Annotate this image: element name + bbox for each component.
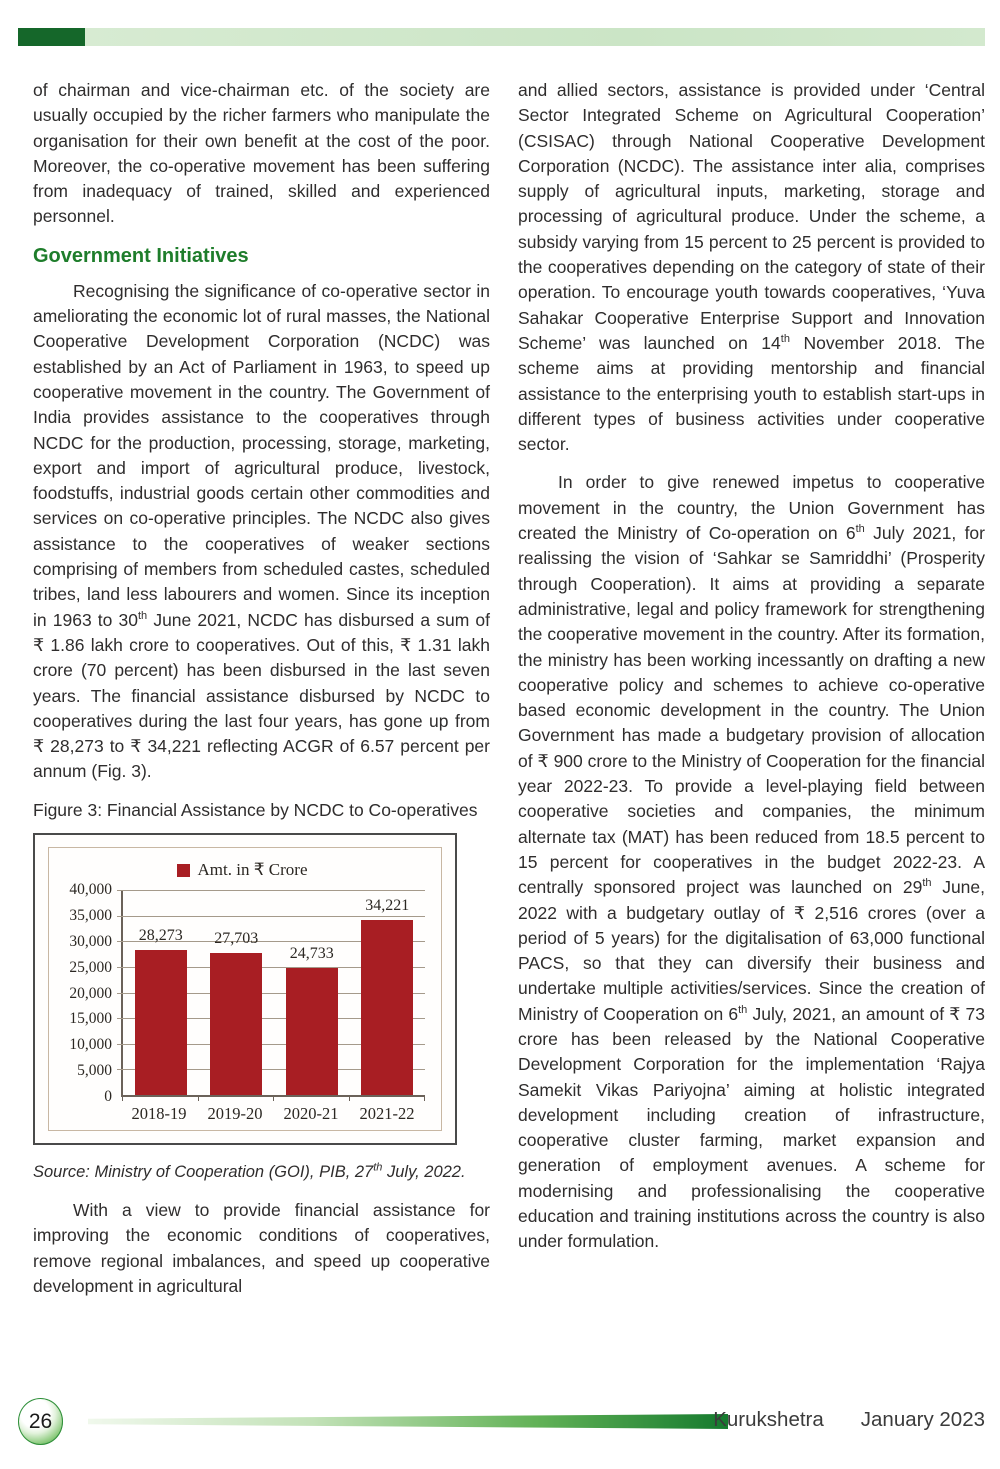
chart-bar-slot [199, 890, 275, 1095]
chart-x-axis-tick [198, 1095, 199, 1101]
left-column [33, 78, 490, 1312]
chart-x-axis-label: 2019-20 [207, 1104, 263, 1124]
chart-bar-value-label: 27,703 [214, 930, 259, 948]
section-heading-government-initiatives: Government Initiatives [33, 244, 249, 267]
paragraph-allied-sectors: and allied sectors, assistance is provided under ‘Central Sector Integrated Scheme on Agricultural Cooperation’ (CSISAC) through National Cooperative Development Corporation (NCDC). The assistance inter alia, comprises supply of agricultural inputs, marketing, storage and processing of agricultural produce. Under the scheme, a subsidy varying from 15 percent to 25 percent is provided to the cooperatives depending on the category of state of their operation. To encourage youth towards cooperatives, ‘Yuva Sahakar Cooperative Enterprise Support and Innovation Scheme’ was launched on 14th November 2018. The scheme aims at providing mentorship and financial assistance to the enterprising youth to establish start-ups in different types of business activities under cooperative sector. [518, 80, 985, 455]
y-axis-tick-label: 0 [104, 1088, 112, 1106]
paragraph-with-a-view: With a view to provide financial assistance for improving the economic conditions of cooperatives, remove regional imbalances, and speed up cooperative development in agricultural [33, 1200, 490, 1296]
chart-x-axis-label: 2020-21 [283, 1104, 339, 1124]
chart-legend [59, 860, 425, 880]
y-axis-tick-label: 15,000 [69, 1010, 112, 1028]
chart-bar [135, 950, 187, 1095]
figure-source-note: Source: Ministry of Cooperation (GOI), PIB, 27th July, 2022. [33, 1161, 466, 1182]
chart-legend-label: Amt. in ₹ Crore [197, 860, 308, 880]
footer-journal-info [713, 1408, 985, 1432]
page-number: 26 [28, 1409, 53, 1433]
chart-plot-wrap [59, 881, 425, 1106]
issue-date: January 2023 [860, 1408, 985, 1431]
footer-decoration-bar [88, 1414, 728, 1429]
page-number-badge [18, 1398, 63, 1445]
chart-inner-frame [48, 847, 442, 1131]
paragraph-society-continuation: of chairman and vice-chairman etc. of the society are usually occupied by the richer farmers who manipulate the organisation for their own benefit at the cost of the poor. Moreover, the co-operative movement has been suffering from inadequacy of trained, skilled and experienced personnel. [33, 80, 490, 227]
chart-x-axis-tick [122, 1095, 123, 1101]
y-axis-tick-label: 5,000 [77, 1062, 112, 1080]
legend-swatch-icon [177, 864, 190, 877]
chart-x-axis-tick [424, 1095, 425, 1101]
figure-3-bar-chart [33, 833, 457, 1145]
top-bar-dark-green-block [18, 28, 85, 46]
chart-bar-value-label: 24,733 [289, 945, 334, 963]
chart-x-axis-label: 2018-19 [131, 1104, 187, 1124]
chart-bar-slot [274, 890, 350, 1095]
y-axis-tick-label: 10,000 [69, 1036, 112, 1054]
top-decoration-bar [18, 28, 985, 46]
chart-bar-value-label: 28,273 [138, 927, 183, 945]
issue-separator-square-icon [835, 1413, 850, 1428]
chart-x-axis-tick [349, 1095, 350, 1101]
page-footer [0, 1396, 1000, 1456]
paragraph-renewed-impetus: In order to give renewed impetus to cooperative movement in the country, the Union Government has created the Ministry of Co-operation on 6th July 2021, for realissing the vision of ‘Sahkar se Samriddhi’ (Prosperity through Cooperation). It aims at providing a separate administrative, legal and policy framework for strengthening the cooperative movement in the country. After its formation, the ministry has been working incessantly on drafting a new cooperative policy and schemes to achieve co-operative based economic development in the country. The Union Government has made a budgetary provision of allocation of ₹ 900 crore to the Ministry of Cooperation for the financial year 2022-23. To provide a level-playing field between cooperative societies and companies, the minimum alternate tax (MAT) has been reduced from 18.5 percent to 15 percent for cooperatives in the budget 2022-23. A centrally sponsored project was launched on 29th June, 2022 with a budgetary outlay of ₹ 2,516 crores (over a period of 5 years) for the digitalisation of 63,000 functional PACS, so that they can diversify their business and undertake multiple activities/services. Since the creation of Ministry of Cooperation on 6th July, 2021, an amount of ₹ 73 crore has been released by the National Cooperative Development Corporation for the implementation ‘Rajya Samekit Vikas Pariyojna’ aiming at holistic integrated development including creation of infrastructure, cooperative cluster farming, market expansion and generation of employment avenues. A scheme for modernising and professionalising the cooperative education and training institutions across the country is also under formulation. [518, 472, 985, 1252]
figure-3-caption: Figure 3: Financial Assistance by NCDC to Co-operatives [33, 799, 478, 820]
chart-bar [286, 968, 338, 1095]
chart-x-axis-label: 2021-22 [359, 1104, 415, 1124]
two-column-layout [33, 78, 985, 1312]
y-axis-tick-label: 20,000 [69, 984, 112, 1002]
chart-bar [361, 920, 413, 1095]
journal-name: Kurukshetra [713, 1408, 824, 1431]
paragraph-ncdc-history: Recognising the significance of co-operative sector in ameliorating the economic lot of rural masses, the National Cooperative Development Corporation (NCDC) was established by an Act of Parliament in 1963, to speed up cooperative movement in the country. The Government of India provides assistance to the cooperatives through NCDC for the production, processing, storage, marketing, export and import of agricultural produce, livestock, foodstuffs, industrial goods certain other commodities and services on co-operative principles. The NCDC also gives assistance to the cooperatives of weaker sections comprising of members from scheduled castes, scheduled tribes, land less labourers and women. Since its inception in 1963 to 30th June 2021, NCDC has disbursed a sum of ₹ 1.86 lakh crore to cooperatives. Out of this, ₹ 1.31 lakh crore (70 percent) has been disbursed in the last seven years. The financial assistance disbursed by NCDC to cooperatives during the last four years, has gone up from ₹ 28,273 to ₹ 34,221 reflecting ACGR of 6.57 percent per annum (Fig. 3). [33, 280, 490, 782]
right-column [518, 78, 985, 1312]
y-axis-tick-label: 40,000 [69, 881, 112, 899]
chart-bar-slot [123, 890, 199, 1095]
chart-bar-slot [350, 890, 426, 1095]
chart-plot-area [121, 890, 425, 1097]
chart-y-axis-labels [59, 881, 121, 1106]
y-axis-tick-label: 25,000 [69, 958, 112, 976]
top-bar-light-green-strip [85, 28, 985, 46]
chart-bar [210, 953, 262, 1095]
y-axis-tick-label: 30,000 [69, 932, 112, 950]
y-axis-tick-label: 35,000 [69, 906, 112, 924]
chart-bar-value-label: 34,221 [365, 896, 410, 914]
chart-x-axis-labels [59, 1104, 425, 1124]
chart-x-axis-tick [273, 1095, 274, 1101]
